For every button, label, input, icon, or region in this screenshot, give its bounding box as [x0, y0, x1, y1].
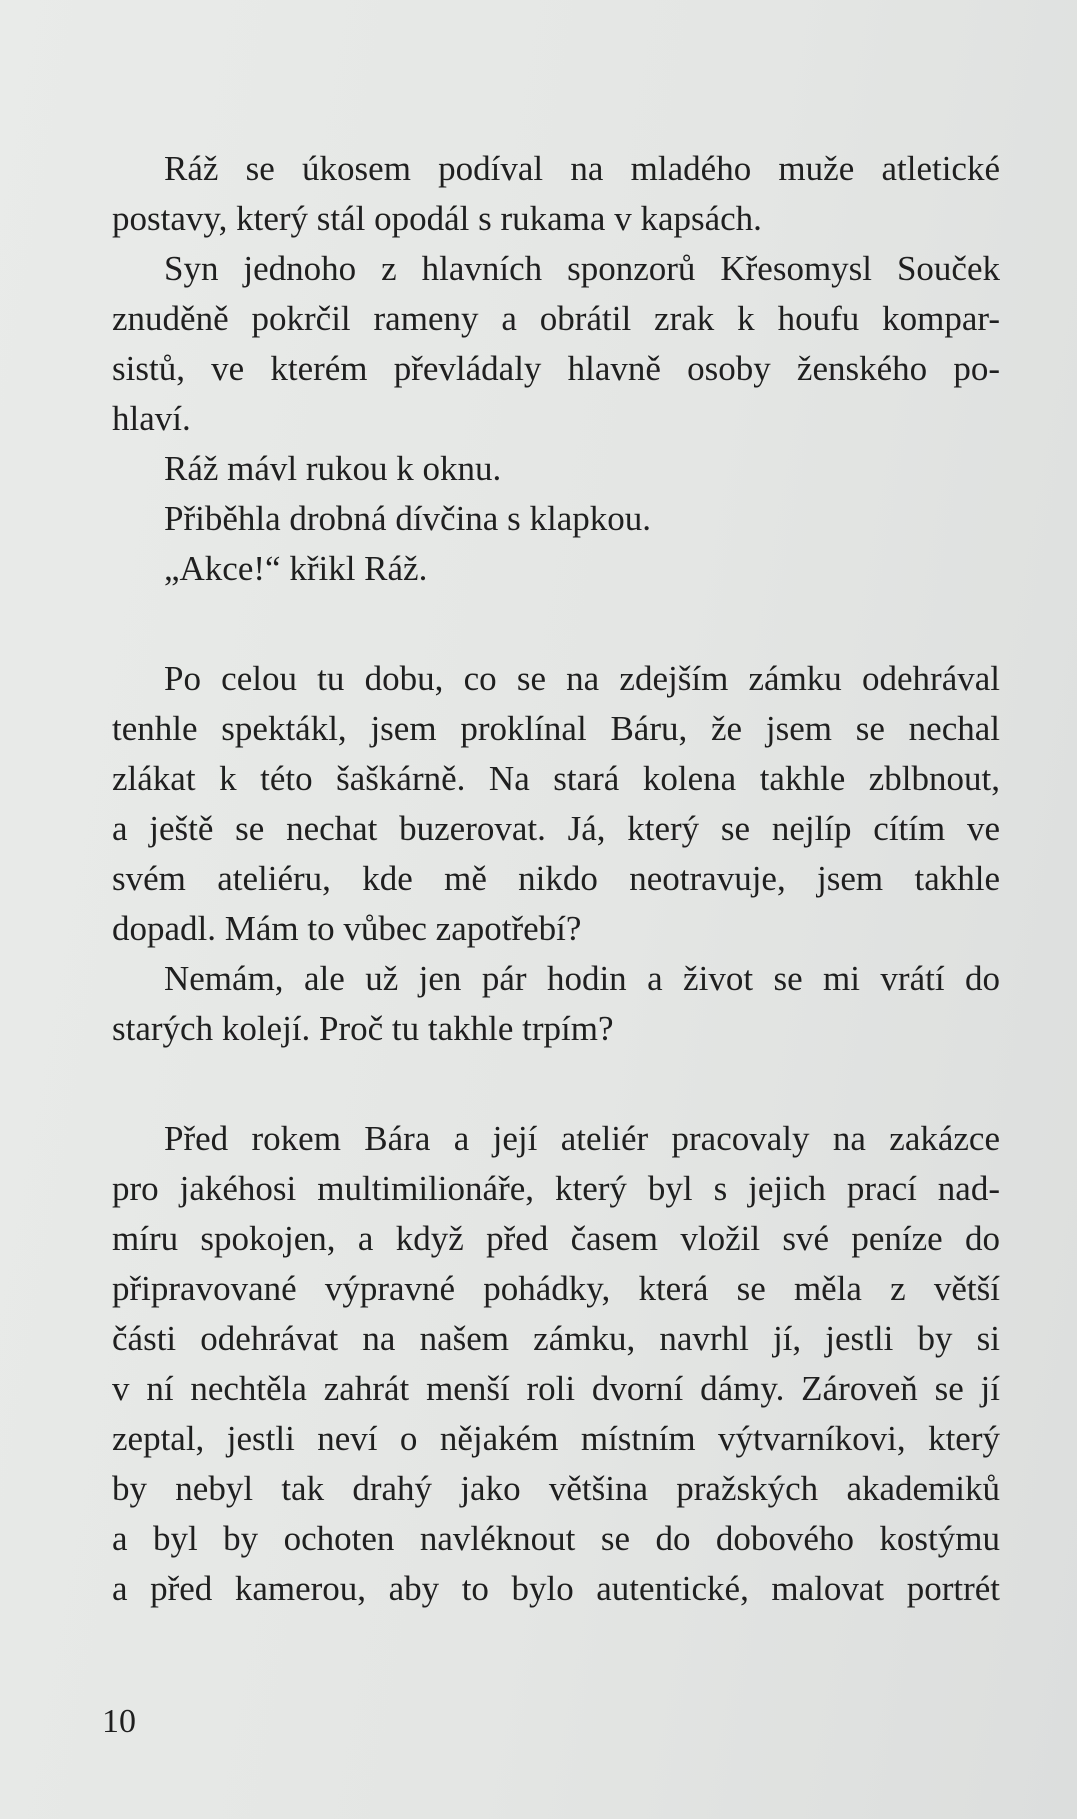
text-line: zlákat k této šaškárně. Na stará kolena takhle zblbnout,: [112, 759, 1000, 798]
text-line: Přiběhla drobná dívčina s klapkou.: [164, 499, 651, 538]
text-line: svém ateliéru, kde mě nikdo neotravuje, jsem takhle: [112, 859, 1000, 898]
paragraph-group-3: [112, 1114, 1000, 1614]
text-line: v ní nechtěla zahrát menší roli dvorní dámy. Zároveň se jí: [112, 1369, 1000, 1408]
text-line: a byl by ochoten navléknout se do dobového kostýmu: [112, 1519, 1000, 1558]
paragraph-group-2: [112, 654, 1000, 1054]
text-line: dopadl. Mám to vůbec zapotřebí?: [112, 909, 582, 948]
text-line: a ještě se nechat buzerovat. Já, který se nejlíp cítím ve: [112, 809, 1000, 848]
text-line: části odehrávat na našem zámku, navrhl jí, jestli by si: [112, 1319, 1000, 1358]
page-number: 10: [102, 1703, 136, 1740]
text-line: zeptal, jestli neví o nějakém místním výtvarníkovi, který: [112, 1419, 1000, 1458]
text-line: hlaví.: [112, 399, 191, 438]
text-line: Nemám, ale už jen pár hodin a život se mi vrátí do: [164, 959, 1000, 998]
paragraph-group-1: [112, 144, 1000, 594]
text-line: starých kolejí. Proč tu takhle trpím?: [112, 1009, 614, 1048]
text-line: tenhle spektákl, jsem proklínal Báru, že jsem se nechal: [112, 709, 1000, 748]
text-line: „Akce!“ křikl Ráž.: [164, 549, 428, 588]
text-line: Před rokem Bára a její ateliér pracovaly na zakázce: [164, 1119, 1000, 1158]
text-line: Ráž mávl rukou k oknu.: [164, 449, 502, 488]
text-line: by nebyl tak drahý jako většina pražských akademiků: [112, 1469, 1000, 1508]
text-line: Ráž se úkosem podíval na mladého muže atletické: [164, 149, 1000, 188]
text-line: sistů, ve kterém převládaly hlavně osoby ženského po-: [112, 349, 1000, 388]
text-line: znuděně pokrčil rameny a obrátil zrak k houfu kompar-: [112, 299, 1000, 338]
text-line: míru spokojen, a když před časem vložil své peníze do: [112, 1219, 1000, 1258]
text-line: a před kamerou, aby to bylo autentické, malovat portrét: [112, 1569, 1000, 1608]
text-line: postavy, který stál opodál s rukama v kapsách.: [112, 199, 762, 238]
text-line: Po celou tu dobu, co se na zdejším zámku odehrával: [164, 659, 1000, 698]
text-line: Syn jednoho z hlavních sponzorů Křesomysl Souček: [164, 249, 1000, 288]
text-line: pro jakéhosi multimilionáře, který byl s jejich prací nad-: [112, 1169, 1000, 1208]
text-line: připravované výpravné pohádky, která se měla z větší: [112, 1269, 1000, 1308]
